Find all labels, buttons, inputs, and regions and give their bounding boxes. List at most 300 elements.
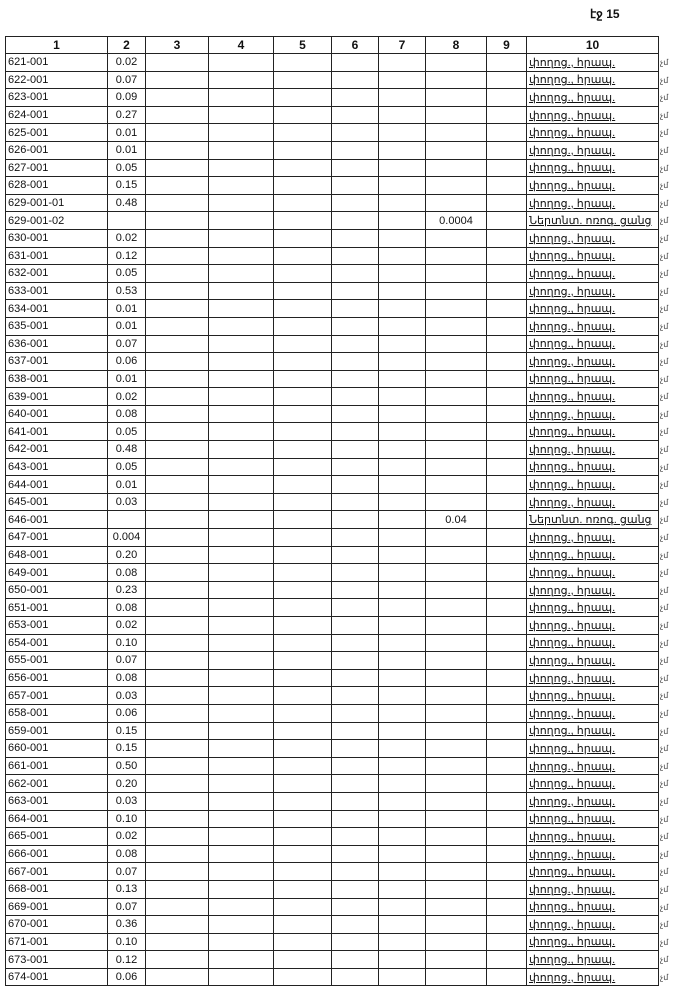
land-use: փողոց., հրապ. [527,599,659,617]
area-value: 0.05 [108,458,146,476]
col8-value [426,89,487,107]
empty-cell [209,106,274,124]
land-use: փողոց., հրապ. [527,124,659,142]
empty-cell [487,634,527,652]
empty-cell [332,740,379,758]
margin-mark: չմ [660,251,669,261]
empty-cell [274,792,332,810]
empty-cell [487,141,527,159]
empty-cell [274,687,332,705]
empty-cell [332,968,379,986]
empty-cell [146,581,209,599]
empty-cell [274,159,332,177]
empty-cell [209,194,274,212]
empty-cell [209,546,274,564]
empty-cell [146,159,209,177]
empty-cell [209,775,274,793]
col8-value [426,968,487,986]
empty-cell [146,529,209,547]
empty-cell [274,124,332,142]
empty-cell [146,951,209,969]
parcel-code: 633-001 [6,282,108,300]
area-value: 0.03 [108,493,146,511]
empty-cell [146,775,209,793]
column-header-5: 5 [274,37,332,54]
empty-cell [379,740,426,758]
col8-value [426,54,487,72]
area-value: 0.12 [108,951,146,969]
empty-cell [332,282,379,300]
empty-cell [332,757,379,775]
empty-cell [332,529,379,547]
empty-cell [487,687,527,705]
empty-cell [146,845,209,863]
empty-cell [146,141,209,159]
empty-cell [146,370,209,388]
margin-mark: չմ [660,832,669,842]
empty-cell [379,476,426,494]
column-header-9: 9 [487,37,527,54]
empty-cell [274,317,332,335]
col8-value [426,441,487,459]
parcel-code: 634-001 [6,300,108,318]
empty-cell [379,722,426,740]
margin-mark: չմ [660,58,669,67]
empty-cell [487,441,527,459]
area-value: 0.10 [108,634,146,652]
col8-value [426,141,487,159]
empty-cell [379,212,426,230]
empty-cell [487,845,527,863]
land-use: փողոց., հրապ. [527,880,659,898]
area-value: 0.02 [108,54,146,72]
empty-cell [487,388,527,406]
parcel-code: 671-001 [6,933,108,951]
empty-cell [332,265,379,283]
col8-value [426,916,487,934]
empty-cell [274,617,332,635]
table-row [6,933,659,951]
empty-cell [146,828,209,846]
table-row [6,476,659,494]
table-row [6,845,659,863]
empty-cell [379,951,426,969]
margin-mark: չմ [660,462,669,472]
col8-value [426,405,487,423]
empty-cell [274,212,332,230]
land-use: փողոց., հրապ. [527,916,659,934]
area-value: 0.07 [108,863,146,881]
parcel-code: 637-001 [6,353,108,371]
col8-value [426,317,487,335]
empty-cell [332,652,379,670]
empty-cell [379,229,426,247]
empty-cell [209,89,274,107]
area-value: 0.05 [108,423,146,441]
empty-cell [209,335,274,353]
parcel-code: 646-001 [6,511,108,529]
empty-cell [209,159,274,177]
margin-mark: չմ [660,515,669,525]
margin-mark: չմ [660,937,669,947]
empty-cell [487,617,527,635]
empty-cell [332,71,379,89]
margin-mark: չմ [660,744,669,754]
margin-mark: չմ [660,568,669,578]
empty-cell [379,353,426,371]
margin-mark: չմ [660,761,669,771]
table-row [6,669,659,687]
empty-cell [379,617,426,635]
empty-cell [209,141,274,159]
land-use: փողոց., հրապ. [527,405,659,423]
col8-value: 0.04 [426,511,487,529]
empty-cell [332,511,379,529]
col8-value [426,300,487,318]
empty-cell [379,300,426,318]
empty-cell [209,951,274,969]
land-use: փողոց., հրապ. [527,810,659,828]
empty-cell [487,933,527,951]
empty-cell [274,405,332,423]
margin-mark: չմ [660,233,669,243]
col8-value [426,388,487,406]
table-row [6,423,659,441]
empty-cell [332,880,379,898]
area-value: 0.01 [108,141,146,159]
land-use: Ներտնտ. ոռոգ. ցանց [527,511,659,529]
parcel-code: 650-001 [6,581,108,599]
col8-value [426,933,487,951]
land-use: փողոց., հրապ. [527,652,659,670]
area-value: 0.13 [108,880,146,898]
empty-cell [146,511,209,529]
table-row [6,617,659,635]
empty-cell [379,810,426,828]
empty-cell [487,177,527,195]
table-row [6,810,659,828]
col8-value [426,810,487,828]
empty-cell [146,476,209,494]
empty-cell [209,810,274,828]
table-row [6,634,659,652]
parcel-code: 668-001 [6,880,108,898]
area-value: 0.01 [108,476,146,494]
empty-cell [487,458,527,476]
area-value: 0.01 [108,300,146,318]
parcel-code: 670-001 [6,916,108,934]
area-value: 0.36 [108,916,146,934]
table-row [6,916,659,934]
margin-mark: չմ [660,145,669,155]
col8-value [426,951,487,969]
empty-cell [209,388,274,406]
empty-cell [274,599,332,617]
empty-cell [379,247,426,265]
margin-mark: չմ [660,445,669,455]
margin-mark: չմ [660,621,669,630]
area-value: 0.08 [108,564,146,582]
empty-cell [487,863,527,881]
empty-cell [487,599,527,617]
empty-cell [487,546,527,564]
land-use: փողոց., հրապ. [527,194,659,212]
parcel-code: 638-001 [6,370,108,388]
empty-cell [379,106,426,124]
empty-cell [487,951,527,969]
area-value: 0.03 [108,687,146,705]
parcel-code: 643-001 [6,458,108,476]
empty-cell [274,458,332,476]
col8-value [426,581,487,599]
margin-mark: չմ [660,638,669,648]
margin-mark: չմ [660,585,669,595]
page-number: էջ 15 [590,7,620,21]
margin-mark: չմ [660,849,669,859]
empty-cell [146,194,209,212]
col8-value [426,529,487,547]
empty-cell [332,124,379,142]
empty-cell [332,300,379,318]
col8-value [426,740,487,758]
empty-cell [379,194,426,212]
margin-mark: չմ [660,533,669,543]
land-use: փողոց., հրապ. [527,229,659,247]
col8-value [426,159,487,177]
area-value: 0.07 [108,652,146,670]
parcel-code: 667-001 [6,863,108,881]
empty-cell [209,124,274,142]
land-use: փողոց., հրապ. [527,740,659,758]
table-row [6,370,659,388]
parcel-code: 647-001 [6,529,108,547]
col8-value [426,194,487,212]
margin-mark: չմ [660,867,669,877]
area-value: 0.01 [108,370,146,388]
parcel-code: 632-001 [6,265,108,283]
empty-cell [487,159,527,177]
col8-value [426,845,487,863]
col8-value [426,669,487,687]
land-use: փողոց., հրապ. [527,300,659,318]
land-use: փողոց., հրապ. [527,265,659,283]
empty-cell [146,634,209,652]
parcel-code: 659-001 [6,722,108,740]
empty-cell [146,880,209,898]
col8-value [426,599,487,617]
empty-cell [332,792,379,810]
land-use: փողոց., հրապ. [527,564,659,582]
empty-cell [487,194,527,212]
table-row [6,529,659,547]
empty-cell [487,106,527,124]
col8-value [426,423,487,441]
area-value: 0.08 [108,669,146,687]
column-header-6: 6 [332,37,379,54]
margin-mark: չմ [660,796,669,806]
empty-cell [146,247,209,265]
empty-cell [209,476,274,494]
parcel-code: 645-001 [6,493,108,511]
area-value: 0.27 [108,106,146,124]
parcel-code: 623-001 [6,89,108,107]
area-value: 0.10 [108,810,146,828]
empty-cell [332,704,379,722]
parcel-code: 656-001 [6,669,108,687]
area-value: 0.07 [108,898,146,916]
land-use: փողոց., հրապ. [527,757,659,775]
land-use: փողոց., հրապ. [527,898,659,916]
land-use: փողոց., հրապ. [527,669,659,687]
margin-mark: չմ [660,163,669,173]
land-use: փողոց., հրապ. [527,247,659,265]
empty-cell [379,54,426,72]
empty-cell [274,898,332,916]
area-value: 0.20 [108,775,146,793]
empty-cell [209,581,274,599]
table-row [6,564,659,582]
empty-cell [274,335,332,353]
margin-mark: չմ [660,884,669,894]
empty-cell [209,968,274,986]
empty-cell [146,177,209,195]
empty-cell [274,845,332,863]
empty-cell [332,617,379,635]
empty-cell [209,880,274,898]
margin-mark: չմ [660,691,669,701]
empty-cell [209,704,274,722]
empty-cell [487,229,527,247]
empty-cell [209,300,274,318]
empty-cell [487,370,527,388]
empty-cell [487,282,527,300]
empty-cell [274,722,332,740]
empty-cell [332,159,379,177]
table-row [6,599,659,617]
empty-cell [379,916,426,934]
empty-cell [274,775,332,793]
parcel-code: 640-001 [6,405,108,423]
empty-cell [146,652,209,670]
area-value: 0.01 [108,317,146,335]
empty-cell [379,898,426,916]
empty-cell [274,880,332,898]
parcel-code: 663-001 [6,792,108,810]
land-parcel-table [5,36,659,986]
table-row [6,335,659,353]
empty-cell [209,916,274,934]
empty-cell [209,441,274,459]
parcel-code: 636-001 [6,335,108,353]
col8-value [426,704,487,722]
col8-value [426,177,487,195]
empty-cell [332,810,379,828]
empty-cell [332,546,379,564]
margin-mark: չմ [660,656,669,666]
margin-mark: չմ [660,480,669,490]
parcel-code: 642-001 [6,441,108,459]
col8-value [426,564,487,582]
area-value: 0.08 [108,405,146,423]
empty-cell [487,317,527,335]
col8-value: 0.0004 [426,212,487,230]
empty-cell [209,493,274,511]
empty-cell [487,529,527,547]
col8-value [426,282,487,300]
empty-cell [209,265,274,283]
empty-cell [209,511,274,529]
land-use: փողոց., հրապ. [527,493,659,511]
parcel-code: 629-001-02 [6,212,108,230]
empty-cell [146,898,209,916]
empty-cell [274,951,332,969]
land-use: փողոց., հրապ. [527,792,659,810]
column-header-3: 3 [146,37,209,54]
parcel-code: 654-001 [6,634,108,652]
col8-value [426,880,487,898]
empty-cell [487,828,527,846]
empty-cell [332,863,379,881]
area-value: 0.10 [108,933,146,951]
empty-cell [379,599,426,617]
col8-value [426,476,487,494]
empty-cell [379,828,426,846]
margin-marks [660,54,680,986]
parcel-code: 629-001-01 [6,194,108,212]
land-use: փողոց., հրապ. [527,863,659,881]
empty-cell [487,511,527,529]
empty-cell [332,845,379,863]
empty-cell [146,687,209,705]
empty-cell [332,441,379,459]
land-use: փողոց., հրապ. [527,775,659,793]
empty-cell [487,54,527,72]
table-row [6,317,659,335]
empty-cell [146,282,209,300]
empty-cell [146,353,209,371]
empty-cell [332,722,379,740]
table-row [6,106,659,124]
area-value: 0.15 [108,177,146,195]
empty-cell [379,493,426,511]
empty-cell [487,810,527,828]
empty-cell [332,388,379,406]
area-value: 0.15 [108,740,146,758]
empty-cell [332,370,379,388]
col8-value [426,757,487,775]
table-row [6,880,659,898]
land-use: փողոց., հրապ. [527,933,659,951]
parcel-code: 621-001 [6,54,108,72]
margin-mark: չմ [660,216,669,226]
empty-cell [209,599,274,617]
area-value: 0.05 [108,159,146,177]
area-value: 0.08 [108,599,146,617]
table-row [6,546,659,564]
table-row [6,792,659,810]
table-row [6,265,659,283]
table-row [6,229,659,247]
empty-cell [146,405,209,423]
empty-cell [274,828,332,846]
margin-mark: չմ [660,75,669,85]
empty-cell [146,546,209,564]
empty-cell [274,511,332,529]
table-row [6,247,659,265]
parcel-code: 666-001 [6,845,108,863]
empty-cell [379,405,426,423]
empty-cell [209,423,274,441]
